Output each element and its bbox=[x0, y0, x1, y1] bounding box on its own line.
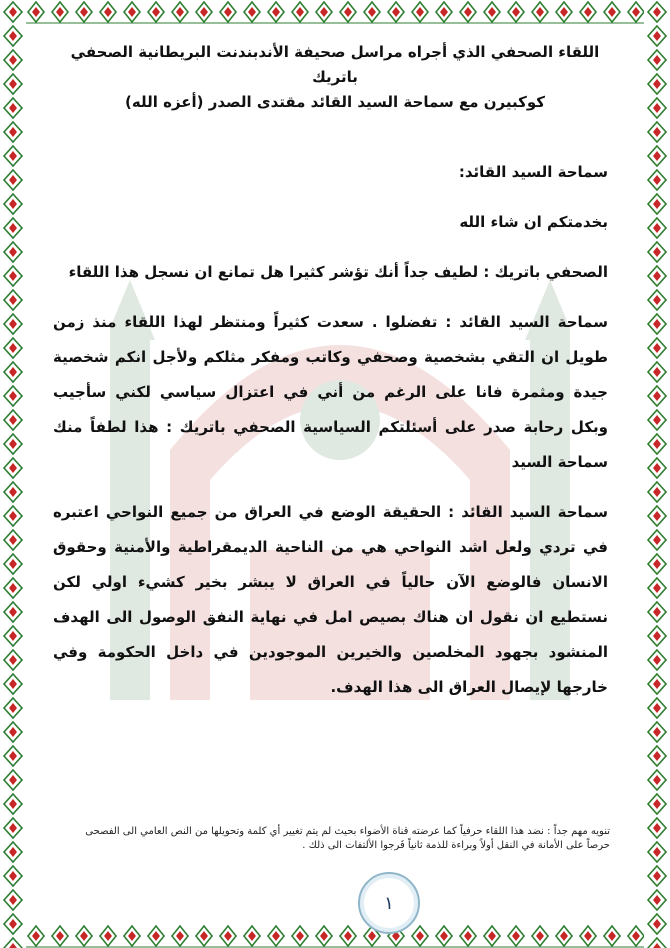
ornament-border-left bbox=[0, 0, 26, 948]
document-page bbox=[40, 30, 630, 920]
paragraph: سماحة السيد القائد : تفضلوا . سعدت كثيراً ومنتظر لهذا اللقاء منذ زمن طويل ان التقي بشخصية وصحفي وكاتب ومفكر مثلكم ولأجل انكم شخصية جيدة ومثمرة فانا على الرغم من أني في اعتزال سياسي لكني سأجيب وبكل رحابة صدر على أسئلتكم السياسية الصحفي باتريك : هذا لطفاً منك سماحة السيد bbox=[53, 313, 608, 471]
interview-body bbox=[53, 155, 608, 705]
paragraph: سماحة السيد القائد : الحقيقة الوضع في العراق من جميع النواحي اعتبره في تردي ولعل اشد النواحي هي من الناحية الديمقراطية والأمنية وحقوق الانسان فالوضع الآن حالياً في العراق لا يبشر بخير كشيء اولي لكن نستطيع ان نقول ان هناك بصيص امل في نهاية النفق الوصول الى الهدف المنشود بجهود المخلصين والخيرين الموجودين في داخل الحكومة وفي خارجها لإيصال العراق الى هذا الهدف. bbox=[53, 503, 608, 696]
ornament-border-bottom bbox=[0, 924, 670, 948]
paragraph: بخدمتكم ان شاء الله bbox=[459, 213, 608, 231]
ornament-pattern-icon bbox=[0, 924, 670, 948]
ornament-border-top bbox=[0, 0, 670, 24]
ornament-pattern-icon bbox=[644, 0, 670, 948]
page-number: ١ bbox=[358, 872, 420, 934]
paragraph: سماحة السيد القائد: bbox=[458, 163, 608, 181]
ornament-pattern-icon bbox=[0, 0, 26, 948]
footnote: تنويه مهم جداً : نضد هذا اللقاء حرفياً كما عرضته قناة الأضواء بحيث لم يتم تغيير أي كلمة وتحويلها من النص العامي الى الفصحى حرصاً على الأمانة في النقل أولاً وبراءة للذمة ثانياً فَرجوا الألتفات الى ذلك . bbox=[85, 826, 610, 851]
ornament-border-right bbox=[644, 0, 670, 948]
title-line-1: اللقاء الصحفي الذي أجراه مراسل صحيفة الأندبندنت البريطانية الصحفي باتريك bbox=[70, 43, 600, 86]
title-line-2: كوكبيرن مع سماحة السيد القائد مقتدى الصدر (أعزه الله) bbox=[125, 93, 545, 111]
page-title bbox=[50, 40, 620, 115]
ornament-pattern-icon bbox=[0, 0, 670, 24]
paragraph: الصحفي باتريك : لطيف جداً أنك تؤشر كثيرا هل تمانع ان نسجل هذا اللقاء bbox=[68, 263, 608, 281]
